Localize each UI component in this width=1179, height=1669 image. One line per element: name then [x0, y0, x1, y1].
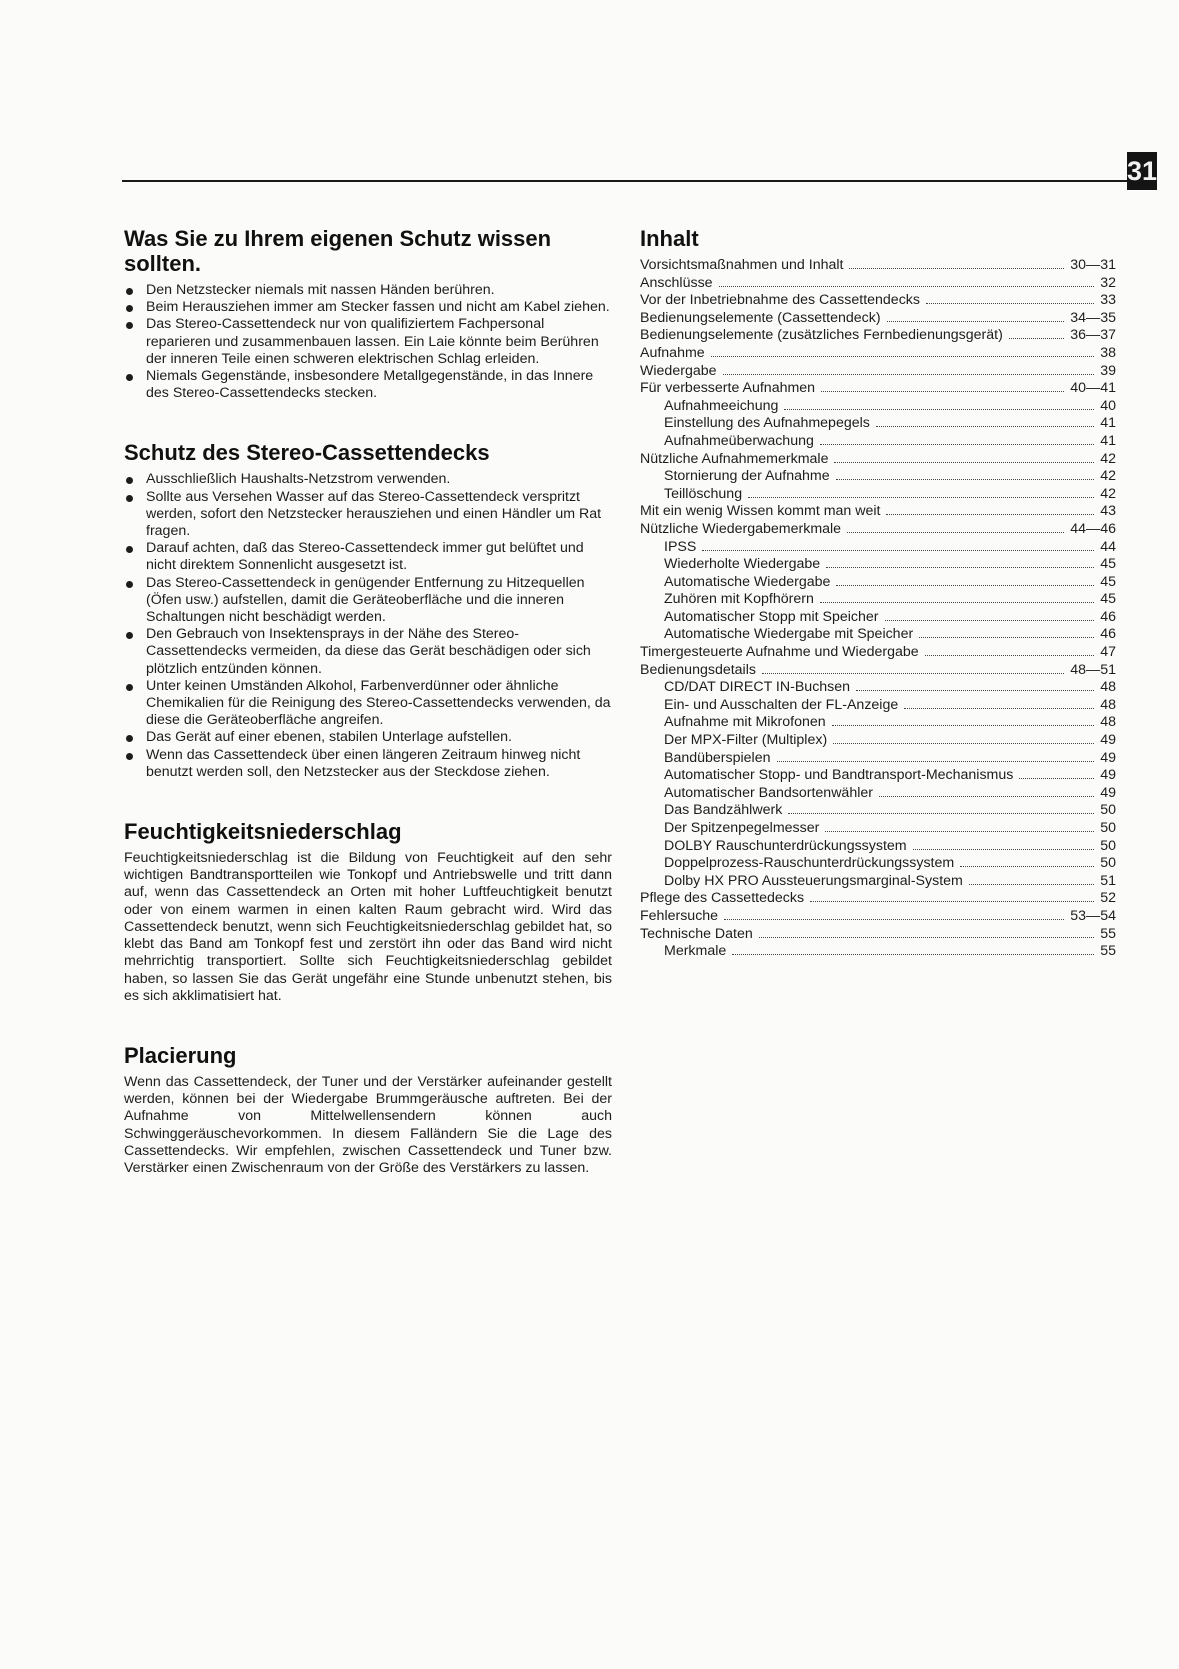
toc-entry: [640, 943, 1116, 961]
toc-entry-page: 53—54: [1070, 907, 1116, 924]
toc-entry-page: 32: [1100, 274, 1116, 291]
toc-entry-page: 44—46: [1070, 520, 1116, 537]
toc-entry: [640, 679, 1116, 697]
bullet-item: Den Gebrauch von Insektensprays in der Nähe des Stereo-Cassettendecks vermeiden, da diese das Gerät beschädigen oder sich plötzlich entzünden können.: [124, 626, 612, 678]
toc-entry: [640, 468, 1116, 486]
toc-leader-dots: [777, 761, 1095, 762]
toc-entry-label: Timergesteuerte Aufnahme und Wiedergabe: [640, 644, 919, 661]
toc-entry-page: 42: [1100, 468, 1116, 485]
toc-leader-dots: [856, 690, 1094, 691]
toc-entry-label: Der MPX-Filter (Multiplex): [664, 732, 828, 749]
toc-entry-page: 52: [1100, 890, 1116, 907]
toc-entry-label: Automatischer Stopp mit Speicher: [664, 608, 879, 625]
toc-leader-dots: [825, 831, 1094, 832]
toc-entry-label: Aufnahmeeichung: [664, 397, 779, 414]
toc-entry-page: 46: [1100, 608, 1116, 625]
toc-leader-dots: [748, 497, 1094, 498]
toc-entry: [640, 732, 1116, 750]
section-placement: [124, 1043, 612, 1177]
page-number-tab: 31: [1127, 152, 1157, 190]
toc-leader-dots: [960, 866, 1094, 867]
toc-entry-page: 41: [1100, 415, 1116, 432]
toc-leader-dots: [876, 426, 1094, 427]
toc-entry: [640, 644, 1116, 662]
toc-entry-page: 43: [1100, 503, 1116, 520]
toc-leader-dots: [836, 479, 1095, 480]
toc-leader-dots: [919, 637, 1094, 638]
toc-entry: [640, 802, 1116, 820]
toc-entry-label: Mit ein wenig Wissen kommt man weit: [640, 503, 881, 520]
toc-entry: [640, 574, 1116, 592]
section-safety: [124, 226, 612, 402]
toc-entry-page: 50: [1100, 820, 1116, 836]
toc-entry-label: Aufnahme mit Mikrofonen: [664, 714, 826, 731]
section-title-placement: Placierung: [124, 1042, 237, 1068]
toc-entry: [640, 767, 1116, 785]
toc-leader-dots: [886, 514, 1094, 515]
toc-entry: [640, 609, 1116, 627]
toc-entry: [640, 327, 1116, 345]
toc-entry: [640, 275, 1116, 293]
toc-entry: [640, 626, 1116, 644]
toc-entry-page: 48: [1100, 696, 1116, 713]
bullet-item: Das Stereo-Cassettendeck nur von qualifiziertem Fachpersonal reparieren und zusammenbauen lassen. Ein Laie könnte beim Berühren der inneren Teile einen schweren elektrischen Schlag erleiden.: [124, 316, 612, 368]
toc-entry-page: 48: [1100, 714, 1116, 731]
toc-entry-page: 50: [1100, 837, 1116, 854]
toc-entry-label: Bandüberspielen: [664, 749, 771, 766]
toc-entry: [640, 539, 1116, 557]
toc-entry-page: 36—37: [1070, 327, 1116, 344]
toc-leader-dots: [1009, 338, 1064, 339]
toc-entry-page: 45: [1100, 556, 1116, 573]
toc-entry-page: 55: [1100, 943, 1116, 960]
toc-entry-page: 39: [1100, 362, 1116, 379]
table-of-contents: [640, 257, 1116, 961]
toc-entry: [640, 310, 1116, 328]
header-rule: [122, 180, 1128, 182]
deck-protection-bullet-list: [124, 471, 612, 781]
toc-entry-page: 48—51: [1070, 661, 1116, 678]
toc-entry-page: 38: [1100, 344, 1116, 361]
toc-entry-page: 33: [1100, 292, 1116, 309]
toc-entry: [640, 380, 1116, 398]
section-title-condensation: Feuchtigkeitsniederschlag: [124, 819, 402, 845]
toc-entry-label: Teillöschung: [664, 485, 743, 502]
toc-entry-page: 49: [1100, 749, 1116, 766]
toc-title: Inhalt: [640, 226, 699, 251]
toc-entry-page: 45: [1100, 573, 1116, 590]
toc-entry-label: Merkmale: [664, 943, 727, 960]
toc-entry-page: 51: [1100, 872, 1116, 889]
toc-entry: [640, 926, 1116, 944]
toc-leader-dots: [810, 901, 1094, 902]
toc-entry: [640, 415, 1116, 433]
toc-entry-page: 40—41: [1070, 380, 1116, 397]
toc-entry: [640, 873, 1116, 891]
toc-entry-label: Vorsichtsmaßnahmen und Inhalt: [640, 257, 844, 273]
toc-leader-dots: [833, 743, 1094, 744]
safety-bullet-list: [124, 282, 612, 402]
toc-leader-dots: [913, 849, 1095, 850]
toc-entry-page: 47: [1100, 644, 1116, 661]
toc-entry-label: Wiederholte Wiedergabe: [664, 556, 821, 573]
toc-leader-dots: [885, 620, 1095, 621]
bullet-item: Wenn das Cassettendeck über einen längeren Zeitraum hinweg nicht benutzt werden soll, den Netzstecker aus der Steckdose ziehen.: [124, 747, 612, 781]
section-title-safety: Was Sie zu Ihrem eigenen Schutz wissen sollten.: [124, 226, 552, 276]
right-column: [640, 226, 1116, 961]
toc-entry-label: Stornierung der Aufnahme: [664, 468, 830, 485]
toc-entry-label: IPSS: [664, 538, 697, 555]
toc-entry-label: Bedienungselemente (zusätzliches Fernbedienungsgerät): [640, 327, 1003, 344]
toc-entry-label: Zuhören mit Kopfhörern: [664, 591, 814, 608]
toc-leader-dots: [821, 391, 1064, 392]
toc-leader-dots: [711, 356, 1095, 357]
toc-leader-dots: [784, 409, 1094, 410]
toc-entry-label: Nützliche Aufnahmemerkmale: [640, 450, 829, 467]
toc-leader-dots: [926, 303, 1094, 304]
toc-entry-label: Automatischer Stopp- und Bandtransport-Mechanismus: [664, 767, 1014, 784]
toc-entry-label: Pflege des Cassettedecks: [640, 890, 805, 907]
bullet-item: Beim Herausziehen immer am Stecker fassen und nicht am Kabel ziehen.: [124, 299, 612, 316]
toc-entry-page: 50: [1100, 855, 1116, 872]
bullet-item: Niemals Gegenstände, insbesondere Metallgegenstände, in das Innere des Stereo-Cassettendecks stecken.: [124, 368, 612, 402]
toc-entry-label: Automatische Wiedergabe mit Speicher: [664, 626, 914, 643]
toc-entry-label: Anschlüsse: [640, 274, 713, 291]
toc-entry-label: DOLBY Rauschunterdrückungssystem: [664, 837, 907, 854]
toc-entry-label: Ein- und Ausschalten der FL-Anzeige: [664, 696, 899, 713]
toc-entry-label: Bedienungselemente (Cassettendeck): [640, 309, 881, 326]
bullet-item: Ausschließlich Haushalts-Netzstrom verwenden.: [124, 471, 612, 488]
bullet-item: Sollte aus Versehen Wasser auf das Stereo-Cassettendeck verspritzt werden, sofort den Netzstecker herausziehen und einen Händler um Rat fragen.: [124, 489, 612, 541]
toc-entry-label: Fehlersuche: [640, 907, 719, 924]
bullet-item: Das Stereo-Cassettendeck in genügender Entfernung zu Hitzequellen (Öfen usw.) aufstellen, damit die Geräteoberfläche und die inneren Schaltungen nicht beschädigt werden.: [124, 575, 612, 627]
toc-entry-page: 44: [1100, 538, 1116, 555]
bullet-item: Das Gerät auf einer ebenen, stabilen Unterlage aufstellen.: [124, 729, 612, 746]
toc-entry: [640, 451, 1116, 469]
toc-entry-page: 55: [1100, 925, 1116, 942]
toc-entry-label: Vor der Inbetriebnahme des Cassettendecks: [640, 292, 920, 309]
toc-entry-page: 45: [1100, 591, 1116, 608]
toc-entry: [640, 257, 1116, 275]
toc-entry: [640, 714, 1116, 732]
toc-entry: [640, 486, 1116, 504]
toc-leader-dots: [879, 796, 1094, 797]
toc-leader-dots: [847, 532, 1064, 533]
toc-leader-dots: [969, 884, 1094, 885]
toc-entry: [640, 855, 1116, 873]
toc-entry-label: Automatischer Bandsortenwähler: [664, 784, 873, 801]
toc-leader-dots: [826, 567, 1094, 568]
toc-entry: [640, 750, 1116, 768]
toc-leader-dots: [820, 444, 1094, 445]
toc-entry-label: Aufnahmeüberwachung: [664, 432, 814, 449]
toc-leader-dots: [759, 937, 1094, 938]
section-deck-protection: [124, 440, 612, 781]
toc-entry: [640, 785, 1116, 803]
toc-leader-dots: [724, 919, 1064, 920]
toc-leader-dots: [836, 585, 1094, 586]
toc-entry: [640, 521, 1116, 539]
toc-entry-page: 30—31: [1070, 257, 1116, 273]
bullet-item: Darauf achten, daß das Stereo-Cassettendeck immer gut belüftet und nicht direktem Sonnenlicht ausgesetzt ist.: [124, 540, 612, 574]
toc-entry: [640, 292, 1116, 310]
toc-entry-label: Einstellung des Aufnahmepegels: [664, 415, 870, 432]
section-title-deck-protection: Schutz des Stereo-Cassettendecks: [124, 440, 490, 466]
toc-entry-label: Das Bandzählwerk: [664, 802, 783, 819]
toc-entry: [640, 908, 1116, 926]
left-column: [124, 226, 612, 1215]
condensation-text: Feuchtigkeitsniederschlag ist die Bildung von Feuchtigkeit auf den sehr wichtigen Bandtransportteilen wie Tonkopf und Antriebswelle und tritt dann auf, wenn das Cassettendeck an Orten mit hoher Luftfeuchtigkeit benutzt oder von einem warmen in einen kalten Raum gebracht wird. Wird das Cassettendeck benutzt, wenn sich Feuchtigkeitsniederschlag gebildet hat, so klebt das Band am Tonkopf fest und zerstört ihn oder das Band wird nicht mehrrichtig transportiert. Sollte sich Feuchtigkeitsniederschlag gebildet haben, so lassen Sie das Gerät ungefähr eine Stunde unbenutzt stehen, bis es sich akklimatisiert hat.: [124, 850, 612, 1004]
toc-entry-page: 49: [1100, 784, 1116, 801]
toc-entry: [640, 556, 1116, 574]
toc-entry-page: 42: [1100, 485, 1116, 502]
toc-entry: [640, 890, 1116, 908]
toc-entry: [640, 662, 1116, 680]
toc-entry-page: 40: [1100, 397, 1116, 414]
toc-entry-page: 46: [1100, 626, 1116, 643]
toc-leader-dots: [788, 813, 1094, 814]
toc-leader-dots: [849, 268, 1064, 269]
toc-leader-dots: [732, 954, 1094, 955]
toc-entry: [640, 838, 1116, 856]
toc-leader-dots: [904, 708, 1094, 709]
toc-entry: [640, 398, 1116, 416]
toc-entry-label: Bedienungsdetails: [640, 661, 756, 678]
toc-entry-label: Dolby HX PRO Aussteuerungsmarginal-System: [664, 872, 963, 889]
placement-text: Wenn das Cassettendeck, der Tuner und der Verstärker aufeinander gestellt werden, können bei der Wiedergabe Brummgeräusche auftreten. Bei der Aufnahme von Mittelwellensendern können auch Schwinggeräuschevorkommen. In diesem Falländern Sie die Lage des Cassettendecks. Wir empfehlen, zwischen Cassettendeck und Tuner bzw. Verstärker einen Zwischenraum von der Größe des Verstärkers zu lassen.: [124, 1073, 612, 1176]
toc-leader-dots: [832, 725, 1095, 726]
toc-entry-label: Wiedergabe: [640, 362, 717, 379]
toc-leader-dots: [719, 286, 1095, 287]
toc-leader-dots: [925, 655, 1095, 656]
toc-entry: [640, 591, 1116, 609]
toc-entry: [640, 697, 1116, 715]
toc-entry-page: 34—35: [1070, 309, 1116, 326]
toc-entry-label: Doppelprozess-Rauschunterdrückungssystem: [664, 855, 955, 872]
toc-entry-label: Aufnahme: [640, 344, 705, 361]
toc-entry-label: CD/DAT DIRECT IN-Buchsen: [664, 679, 851, 696]
toc-leader-dots: [1019, 778, 1094, 779]
toc-entry: [640, 503, 1116, 521]
toc-entry: [640, 345, 1116, 363]
bullet-item: Unter keinen Umständen Alkohol, Farbenverdünner oder ähnliche Chemikalien für die Reinigung des Stereo-Cassettendecks verwenden, da diese die Geräteoberfläche angreifen.: [124, 678, 612, 730]
toc-leader-dots: [762, 673, 1064, 674]
toc-entry-label: Technische Daten: [640, 925, 753, 942]
toc-leader-dots: [723, 374, 1095, 375]
toc-entry-page: 49: [1100, 732, 1116, 749]
toc-entry-label: Nützliche Wiedergabemerkmale: [640, 520, 842, 537]
toc-entry: [640, 820, 1116, 838]
toc-entry-page: 41: [1100, 432, 1116, 449]
toc-leader-dots: [820, 602, 1094, 603]
toc-entry-page: 48: [1100, 679, 1116, 696]
toc-entry-label: Für verbesserte Aufnahmen: [640, 380, 816, 397]
toc-entry-page: 42: [1100, 450, 1116, 467]
toc-entry: [640, 363, 1116, 381]
toc-entry-label: Automatische Wiedergabe: [664, 573, 831, 590]
toc-entry-page: 50: [1100, 802, 1116, 819]
bullet-item: Den Netzstecker niemals mit nassen Händen berühren.: [124, 282, 612, 299]
section-condensation: [124, 819, 612, 1005]
toc-entry: [640, 433, 1116, 451]
toc-entry-page: 49: [1100, 767, 1116, 784]
toc-leader-dots: [887, 321, 1065, 322]
toc-leader-dots: [834, 462, 1094, 463]
toc-entry-label: Der Spitzenpegelmesser: [664, 820, 820, 836]
toc-leader-dots: [702, 550, 1094, 551]
